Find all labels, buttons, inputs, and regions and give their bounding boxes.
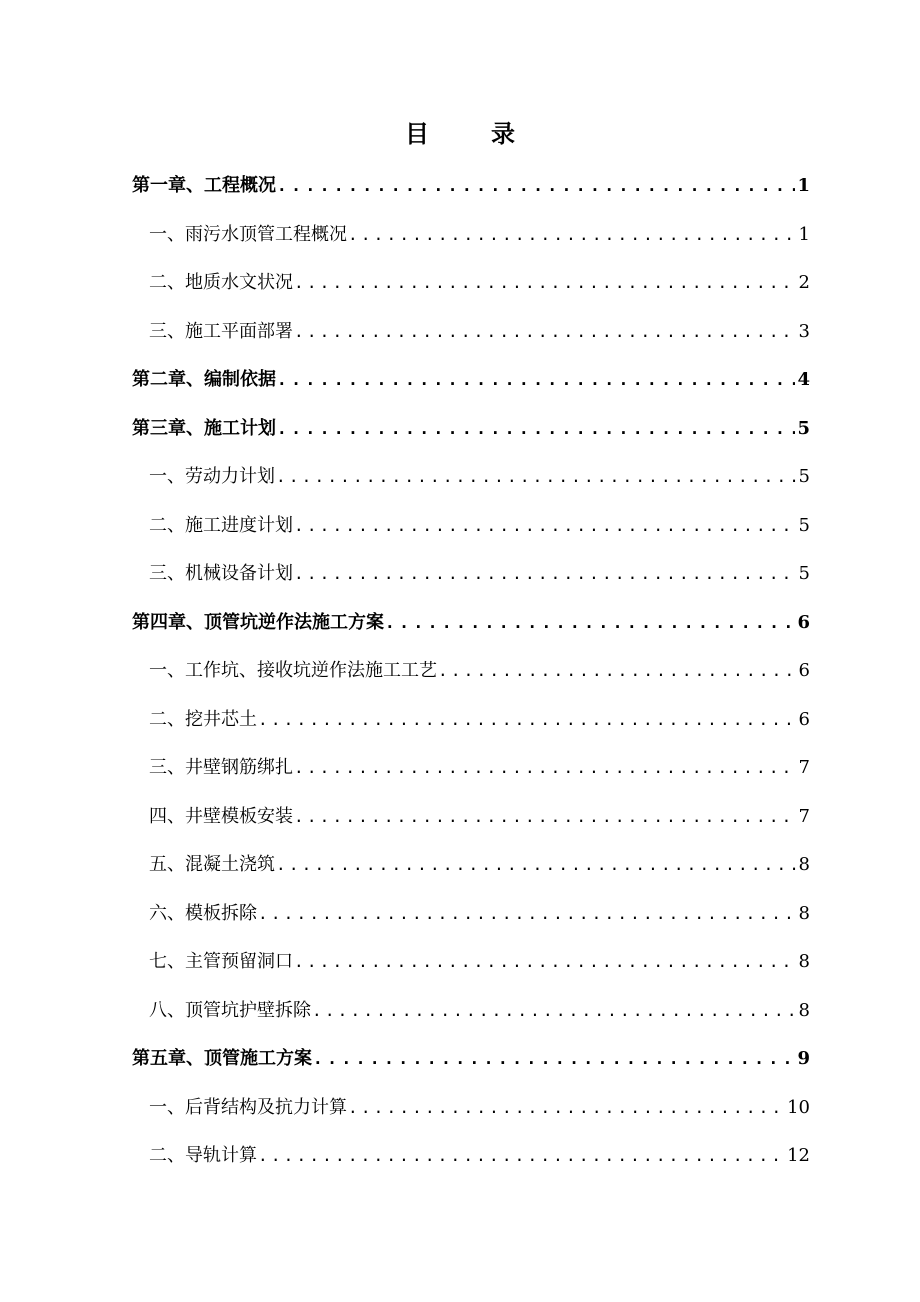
toc-dot-leader [438, 647, 797, 696]
toc-page-number: 3 [798, 320, 810, 342]
toc-dot-leader [258, 696, 797, 745]
toc-entry-label: 二、地质水文状况 [149, 272, 293, 293]
toc-dot-leader [258, 1132, 785, 1181]
toc-page-number: 5 [798, 466, 810, 487]
toc-chapter-entry[interactable] [132, 599, 810, 648]
toc-section-entry[interactable] [132, 696, 810, 745]
toc-entry-label: 五、混凝土浇筑 [149, 854, 275, 875]
toc-dot-leader [294, 502, 797, 551]
toc-dot-leader [294, 550, 797, 599]
toc-section-entry[interactable] [132, 987, 810, 1036]
toc-section-entry[interactable] [132, 259, 810, 308]
toc-chapter-entry[interactable] [132, 1035, 810, 1084]
toc-dot-leader [313, 1035, 795, 1084]
toc-dot-leader [276, 841, 797, 890]
toc-page-number: 1 [797, 175, 810, 196]
toc-chapter-entry[interactable] [132, 405, 810, 454]
toc-dot-leader [258, 890, 797, 939]
toc-page-number: 8 [798, 854, 810, 875]
toc-chapter-entry[interactable] [132, 162, 810, 211]
toc-page-number: 7 [798, 757, 810, 778]
toc-dot-leader [276, 453, 797, 502]
toc-page-number: 7 [798, 805, 810, 827]
toc-dot-leader [385, 599, 795, 648]
toc-page-number: 6 [797, 611, 810, 633]
toc-section-entry[interactable] [132, 841, 810, 890]
toc-dot-leader [294, 744, 797, 793]
toc-section-entry[interactable] [132, 1084, 810, 1133]
toc-page-number: 5 [797, 417, 810, 439]
toc-entry-label: 二、施工进度计划 [149, 514, 293, 536]
toc-entry-label: 一、工作坑、接收坑逆作法施工工艺 [149, 660, 437, 681]
toc-dot-leader [294, 259, 797, 308]
toc-entry-label: 一、后背结构及抗力计算 [149, 1096, 347, 1118]
toc-section-entry[interactable] [132, 308, 810, 357]
toc-entry-label: 三、施工平面部署 [149, 320, 293, 342]
toc-title [0, 118, 920, 150]
toc-entry-label: 四、井壁模板安装 [149, 805, 293, 827]
toc-title-char-2: 录 [491, 119, 515, 148]
toc-page-number: 9 [797, 1048, 810, 1069]
toc-dot-leader [294, 938, 797, 987]
toc-dot-leader [277, 162, 795, 211]
toc-entry-label: 第一章、工程概况 [132, 175, 276, 196]
toc-entry-label: 三、机械设备计划 [149, 563, 293, 584]
toc-section-entry[interactable] [132, 502, 810, 551]
toc-section-entry[interactable] [132, 647, 810, 696]
toc-chapter-entry[interactable] [132, 356, 810, 405]
toc-section-entry[interactable] [132, 550, 810, 599]
toc-page-number: 5 [798, 514, 810, 536]
toc-entry-label: 第四章、顶管坑逆作法施工方案 [132, 611, 384, 633]
toc-page-number: 5 [798, 563, 810, 584]
table-of-contents [132, 162, 810, 1181]
toc-section-entry[interactable] [132, 890, 810, 939]
toc-entry-label: 二、挖井芯土 [149, 708, 257, 730]
toc-page-number: 2 [798, 272, 810, 293]
toc-entry-label: 二、导轨计算 [149, 1145, 257, 1166]
toc-page-number: 10 [787, 1096, 810, 1118]
toc-page-number: 12 [787, 1145, 810, 1166]
toc-entry-label: 三、井壁钢筋绑扎 [149, 757, 293, 778]
toc-dot-leader [277, 405, 795, 454]
toc-page-number: 8 [798, 902, 810, 924]
toc-entry-label: 六、模板拆除 [149, 902, 257, 924]
toc-section-entry[interactable] [132, 453, 810, 502]
toc-section-entry[interactable] [132, 211, 810, 260]
toc-dot-leader [312, 987, 797, 1036]
toc-entry-label: 第五章、顶管施工方案 [132, 1048, 312, 1069]
toc-entry-label: 七、主管预留洞口 [149, 951, 293, 972]
toc-entry-label: 一、雨污水顶管工程概况 [149, 223, 347, 245]
toc-page-number: 6 [798, 708, 810, 730]
toc-entry-label: 一、劳动力计划 [149, 466, 275, 487]
toc-entry-label: 八、顶管坑护壁拆除 [149, 999, 311, 1021]
toc-section-entry[interactable] [132, 1132, 810, 1181]
toc-dot-leader [348, 211, 797, 260]
toc-page-number: 1 [798, 223, 810, 245]
toc-page-number: 4 [797, 369, 810, 390]
toc-dot-leader [294, 308, 797, 357]
toc-section-entry[interactable] [132, 793, 810, 842]
toc-dot-leader [294, 793, 797, 842]
toc-dot-leader [277, 356, 795, 405]
toc-entry-label: 第三章、施工计划 [132, 417, 276, 439]
toc-page-number: 8 [798, 951, 810, 972]
toc-page-number: 8 [798, 999, 810, 1021]
toc-dot-leader [348, 1084, 785, 1133]
toc-entry-label: 第二章、编制依据 [132, 369, 276, 390]
toc-section-entry[interactable] [132, 938, 810, 987]
toc-section-entry[interactable] [132, 744, 810, 793]
toc-page-number: 6 [798, 660, 810, 681]
toc-title-char-1: 目 [405, 119, 429, 148]
